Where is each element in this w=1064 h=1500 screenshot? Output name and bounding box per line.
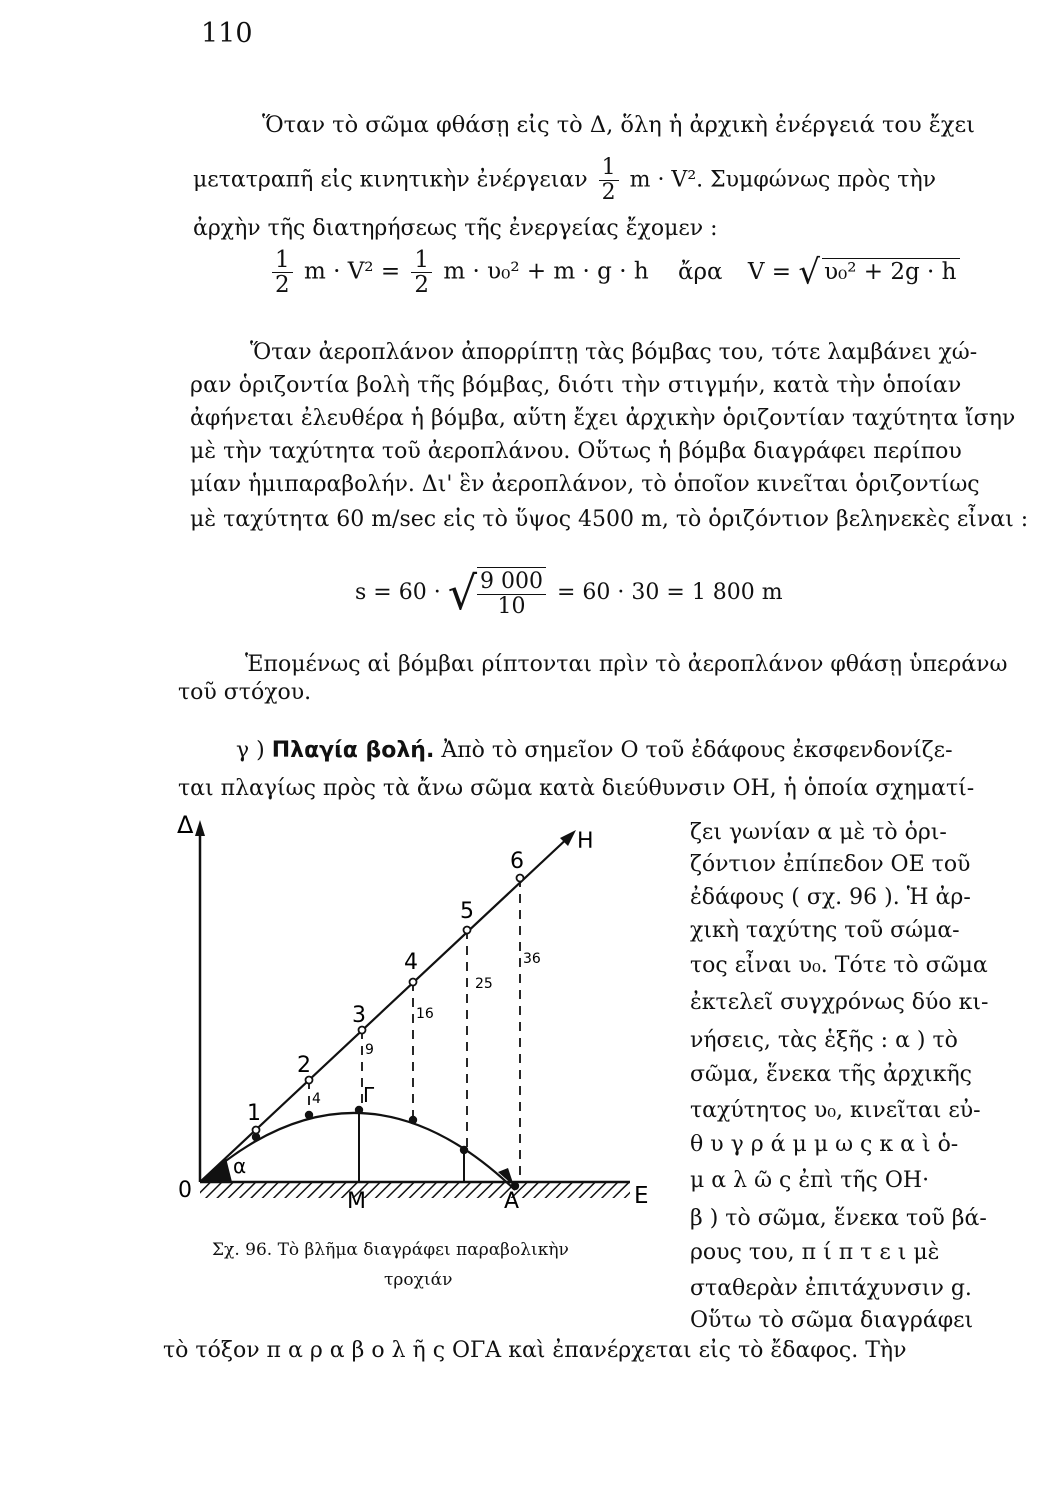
points-on-parabola <box>252 1106 519 1190</box>
label-M: M <box>347 1189 366 1214</box>
rc-line-1: ζει γωνίαν α μὲ τὸ ὁρι- <box>690 820 947 845</box>
sqrt-sign: √ <box>798 252 821 293</box>
section-heading: Πλαγία βολή. <box>271 738 435 763</box>
section-line1-rest: Ἀπὸ τὸ σημεῖον Ο τοῦ ἐδάφους ἐκσφενδονίζε- <box>441 738 953 763</box>
eq1-f2-den: 2 <box>414 272 430 298</box>
label-O: 0 <box>178 1178 192 1203</box>
sqrt-sign-2: √ <box>447 566 478 620</box>
parabola-point-5 <box>460 1146 468 1154</box>
eq2-s: s = 60 · <box>355 580 441 605</box>
parabola-point-2 <box>305 1111 313 1119</box>
rc-line-10: θ υ γ ρ ά μ μ ω ς κ α ὶ ὁ- <box>690 1132 959 1157</box>
drop-label-9: 9 <box>365 1042 374 1058</box>
rc-line-8: σῶμα, ἕνεκα τῆς ἀρχικῆς <box>690 1062 972 1087</box>
label-H: Η <box>577 829 594 854</box>
point-1 <box>253 1127 260 1134</box>
point-5 <box>464 927 471 934</box>
eq2-num: 9 000 <box>477 570 546 595</box>
para1-line2-pre: μετατραπῆ εἰς κινητικὴν ἐνέργειαν <box>193 167 588 193</box>
eq2-rest: = 60 · 30 = 1 800 m <box>557 580 783 605</box>
section-label: γ ) <box>236 738 265 763</box>
parabola-point-1 <box>252 1133 260 1141</box>
rc-line-6: ἐκτελεῖ συγχρόνως δύο κι- <box>690 990 989 1015</box>
para2-line2: ραν ὁριζοντία βολὴ τῆς βόμβας, διότι τὴν στιγμήν, κατὰ τὴν ὁποίαν <box>190 373 962 398</box>
eq1-v: V = <box>747 258 792 285</box>
para3-line1: Ἑπομένως αἱ βόμβαι ρίπτονται πρὶν τὸ ἀεροπλάνον φθάσῃ ὑπεράνω <box>245 652 1008 677</box>
eq1-f1-num: 1 <box>272 248 293 273</box>
point-label-3: 3 <box>352 1003 366 1028</box>
point-label-2: 2 <box>297 1053 311 1078</box>
rc-line-14: σταθερὰν ἐπιτάχυνσιν g. <box>690 1276 972 1301</box>
para2-line3: ἀφήνεται ἐλευθέρα ἡ βόμβα, αὕτη ἔχει ἀρχικὴν ὁριζοντίαν ταχύτητα ἴσην <box>190 406 1016 431</box>
fraction-numerator: 1 <box>599 156 619 181</box>
rc-line-5: τος εἶναι υ₀. Τότε τὸ σῶμα <box>690 953 988 978</box>
rc-line-7: νήσεις, τὰς ἑξῆς : α ) τὸ <box>690 1028 958 1053</box>
label-delta: Δ <box>177 811 194 839</box>
parabola-point-4 <box>409 1116 417 1124</box>
fraction-denominator: 2 <box>601 180 616 205</box>
eq1-f2-num: 1 <box>411 248 432 273</box>
eq1-ara: ἄρα <box>677 258 723 285</box>
drop-label-4: 4 <box>312 1091 321 1107</box>
label-E: E <box>634 1183 649 1209</box>
eq1-left: m · V² = <box>303 258 401 285</box>
para1-line3: ἀρχὴν τῆς διατηρήσεως τῆς ἐνεργείας ἔχομεν : <box>193 216 718 241</box>
para1-line2-post: m · V². Συμφώνως πρὸς τὴν <box>629 167 937 193</box>
drop-label-25: 25 <box>475 976 493 992</box>
point-label-1: 1 <box>247 1101 261 1126</box>
point-label-5: 5 <box>460 899 474 924</box>
para2-line1: Ὅταν ἀεροπλάνον ἀπορρίπτῃ τὰς βόμβας του, τότε λαμβάνει χώ- <box>250 340 978 365</box>
label-gamma: Γ <box>363 1083 375 1107</box>
rc-line-12: β ) τὸ σῶμα, ἕνεκα τοῦ βά- <box>690 1206 987 1231</box>
para3-line2: τοῦ στόχου. <box>178 680 312 705</box>
eq1-sqrt-content: υ₀² + 2g · h <box>822 258 960 285</box>
rc-line-9: ταχύτητος υ₀, κινεῖται εὐ- <box>690 1098 981 1123</box>
point-label-4: 4 <box>404 950 418 975</box>
point-6 <box>517 875 524 882</box>
eq2-den: 10 <box>497 594 526 619</box>
drop-label-16: 16 <box>416 1006 434 1022</box>
ground-hatch <box>200 1182 630 1198</box>
label-alpha: α <box>233 1154 247 1178</box>
para2-line4: μὲ τὴν ταχύτητα τοῦ ἀεροπλάνου. Οὕτως ἡ βόμβα διαγράφει περίπου <box>190 439 962 464</box>
rc-line-15: Οὕτω τὸ σῶμα διαγράφει <box>690 1308 974 1333</box>
rc-line-2: ζόντιον ἐπίπεδον ΟΕ τοῦ <box>690 852 971 877</box>
vertical-axis-arrow <box>195 820 205 836</box>
rc-line-3: ἐδάφους ( σχ. 96 ). Ἡ ἀρ- <box>690 885 971 910</box>
para2-line5: μίαν ἡμιπαραβολήν. Δι' ἓν ἀεροπλάνον, τὸ ὁποῖον κινεῖται ὁριζοντίως <box>190 472 980 497</box>
para1-line1: Ὅταν τὸ σῶμα φθάσῃ εἰς τὸ Δ, ὅλη ἡ ἀρχικὴ ἐνέργειά του ἔχει <box>262 112 975 138</box>
rc-line-11: μ α λ ῶ ς ἐπὶ τῆς ΟΗ· <box>690 1168 930 1193</box>
drop-lines <box>309 878 520 1182</box>
rc-line-4: χικὴ ταχύτης τοῦ σώμα- <box>690 918 960 943</box>
page-number: 110 <box>201 18 253 49</box>
eq1-f1-den: 2 <box>275 272 290 298</box>
drop-label-36: 36 <box>523 951 541 967</box>
parabola-point-3 <box>355 1106 363 1114</box>
point-4 <box>410 979 417 986</box>
label-A: A <box>504 1189 520 1214</box>
section-line2: ται πλαγίως πρὸς τὰ ἄνω σῶμα κατὰ διεύθυνσιν ΟΗ, ἡ ὁποία σχηματί- <box>178 776 975 801</box>
eq1-right: m · υ₀² + m · g · h <box>443 258 649 285</box>
figure-caption-line2: τροχιάν <box>384 1270 453 1290</box>
final-line: τὸ τόξον π α ρ α β ο λ ῆ ς ΟΓΑ καὶ ἐπανέρχεται εἰς τὸ ἔδαφος. Τὴν <box>163 1338 907 1363</box>
point-label-6: 6 <box>510 849 524 874</box>
figure-caption-line1: Σχ. 96. Τὸ βλῆμα διαγράφει παραβολικὴν <box>212 1240 569 1260</box>
rc-line-13: ρους του, π ί π τ ε ι μὲ <box>690 1240 940 1265</box>
para2-line6: μὲ ταχύτητα 60 m/sec εἰς τὸ ὕψος 4500 m, τὸ ὁριζόντιον βεληνεκὲς εἶναι : <box>190 507 1029 532</box>
